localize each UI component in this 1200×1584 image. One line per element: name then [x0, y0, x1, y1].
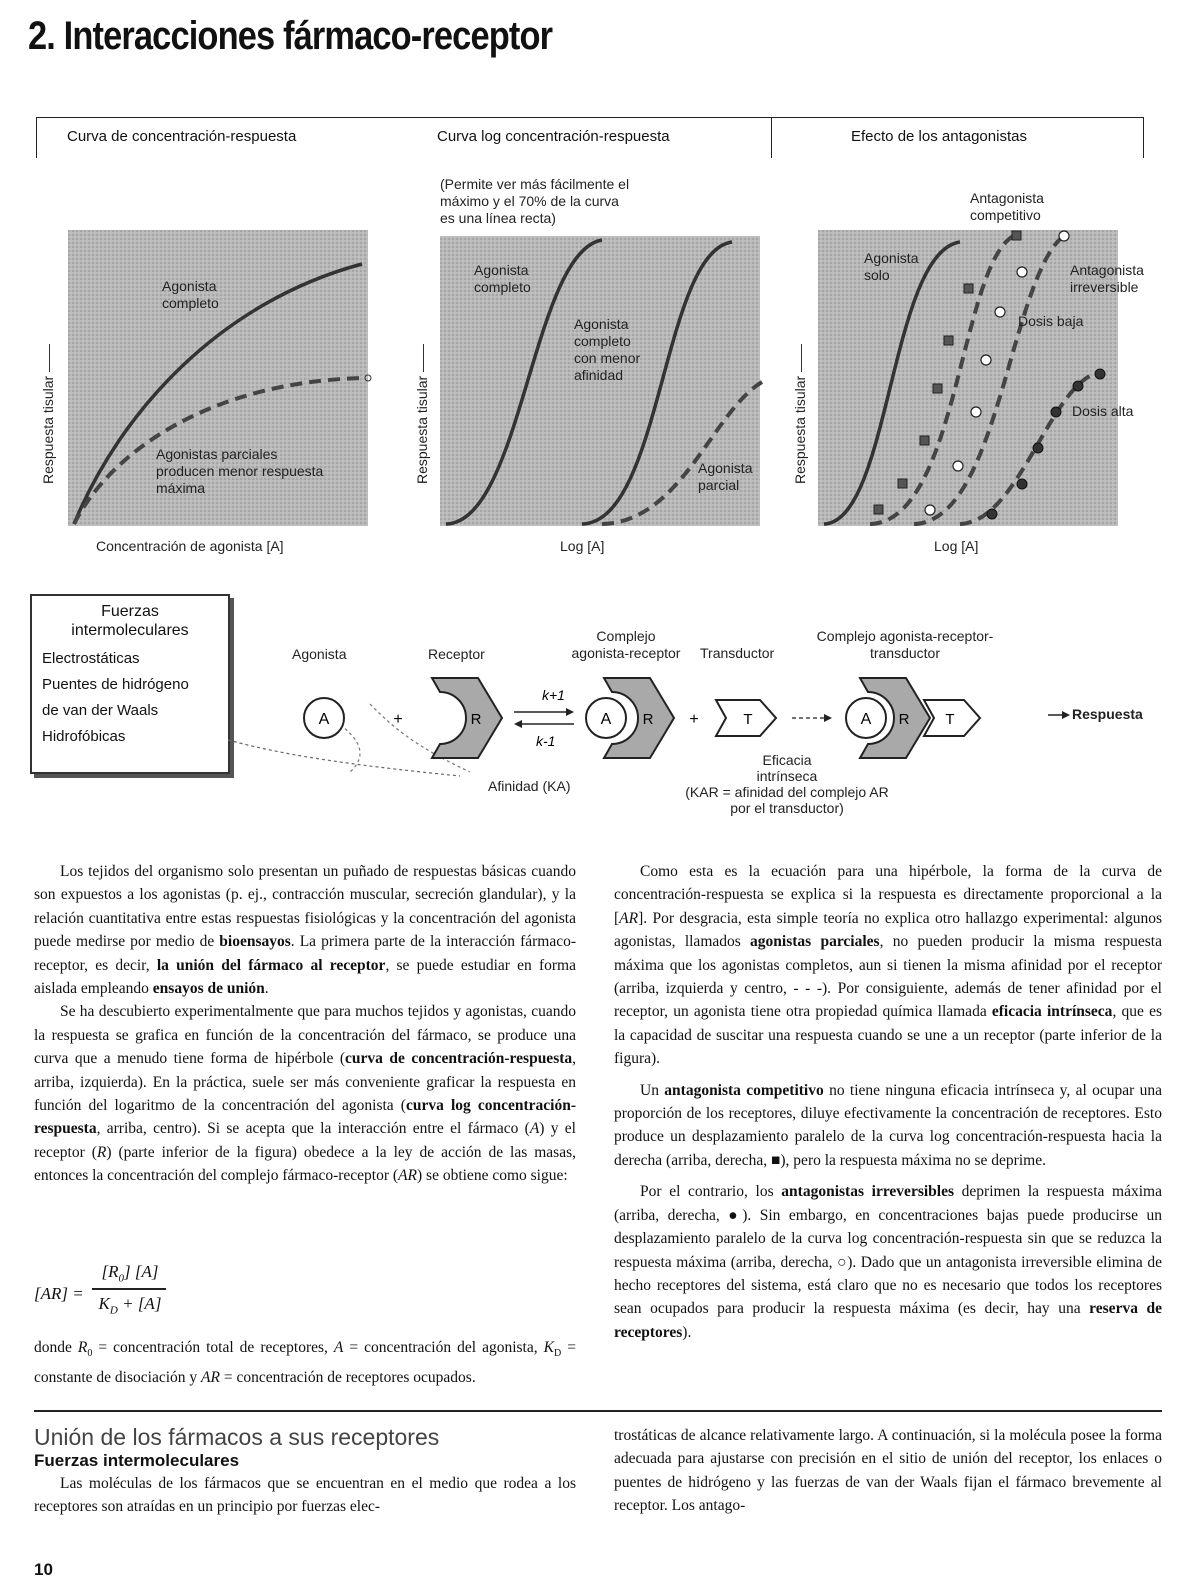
- transducer-symbol: T: [743, 711, 753, 728]
- page-title: 2. Interacciones fármaco-receptor: [28, 14, 553, 58]
- col-divider: [771, 118, 772, 158]
- force-item: de van der Waals: [42, 702, 159, 719]
- response-label: Respuesta: [1072, 706, 1143, 722]
- force-item: Hidrofóbicas: [42, 728, 126, 745]
- affinity-label: Afinidad (KA): [488, 778, 571, 794]
- transducer-label: Transductor: [700, 645, 775, 661]
- chart3-label-competitive: Antagonista competitivo: [970, 190, 1044, 223]
- equation-denominator: $K_D + [A]$: [98, 1294, 162, 1317]
- forward-arrow-head: [566, 708, 574, 716]
- chart3-label-solo: Agonista solo: [864, 250, 919, 283]
- k-minus-label: k-1: [536, 733, 556, 749]
- section-text-left: [34, 1472, 576, 1519]
- fraction-bar: [92, 1288, 166, 1290]
- section-text-right: [614, 1424, 1162, 1518]
- section-rule: [34, 1410, 1162, 1412]
- chart2-label-full: Agonista completo: [474, 262, 531, 295]
- paragraph: Se ha descubierto experimentalmente que para muchos tejidos y agonistas, cuando la respuesta se grafica en función de la concentración del fármaco, se produce una curva que a menudo tiene forma de hipérbole (curva de concentración-respuesta, arriba, izquierda). En la práctica, suele ser más conveniente graficar la respuesta en función del logaritmo de la concentración del agonista (curva log concentración-respuesta, arriba, centro). Si se acepta que la interacción entre el fármaco (A) y el receptor (R) (parte inferior de la figura) obedece a la ley de acción de las masas, entonces la concentración del complejo fármaco-receptor (AR) se obtiene como sigue:: [34, 1003, 577, 1185]
- chart2-label-lowaff: Agonista completo con menor afinidad: [574, 316, 641, 383]
- page-number: 10: [34, 1560, 53, 1579]
- paragraph: donde $R_0$ = concentración total de receptores, A = concentración del agonista, $K_D$ = constante de disociación y AR = concentración de receptores ocupados.: [34, 1339, 576, 1386]
- body-text-right: [614, 860, 1162, 1344]
- force-item: Puentes de hidrógeno: [42, 676, 189, 693]
- chart1-ylabel: Respuesta tisular ——: [40, 343, 56, 484]
- force-item: Electrostáticas: [42, 650, 140, 667]
- forces-title: Fuerzas intermoleculares: [71, 603, 189, 639]
- chart2-ylabel: Respuesta tisular ——: [414, 343, 430, 484]
- complex-label: Complejo agonista-receptor: [571, 628, 681, 661]
- reverse-arrow-head: [514, 720, 522, 728]
- col-header-1: Curva de concentración-respuesta: [67, 128, 297, 145]
- equation-numerator: $[R_0]$ [A]: [101, 1262, 159, 1285]
- chart3-label-high-dose: Dosis alta: [1072, 403, 1134, 419]
- section-heading: Unión de los fármacos a sus receptores: [34, 1424, 440, 1450]
- efficacy-label: Eficacia intrínseca (KAR = afinidad del complejo AR por el transductor): [685, 752, 889, 816]
- equation-definitions: [34, 1336, 576, 1389]
- chart3-xlabel: Log [A]: [934, 538, 979, 554]
- col-header-2: Curva log concentración-respuesta: [437, 128, 670, 145]
- body-text-left: [34, 860, 576, 1188]
- chart2-xlabel: Log [A]: [560, 538, 605, 554]
- complex-agonist-symbol: A: [600, 711, 612, 728]
- dashed-arrow-head: [824, 714, 832, 722]
- ternary-transducer-symbol: T: [945, 711, 955, 728]
- receptor-shape: [432, 678, 502, 758]
- agonist-symbol: A: [318, 711, 330, 728]
- paragraph: Las moléculas de los fármacos que se encuentran en el medio que rodea a los receptores son atraídas en un principio por fuerzas elec-: [34, 1475, 576, 1516]
- chart3-label-low-dose: Dosis baja: [1018, 313, 1084, 329]
- chart3-ylabel: Respuesta tisular ——: [792, 343, 808, 484]
- force-link-line: [228, 740, 460, 776]
- figure-header: [36, 117, 1144, 158]
- chart2-note: (Permite ver más fácilmente el máximo y el 70% de la curva es una línea recta): [440, 176, 630, 226]
- intermolecular-forces-box: [30, 594, 230, 774]
- col-header-3: Efecto de los antagonistas: [851, 128, 1027, 145]
- ternary-agonist-symbol: A: [860, 711, 872, 728]
- paragraph: Los tejidos del organismo solo presentan un puñado de respuestas básicas cuando son expuestos a los agonistas (p. ej., contracción muscular, secreción glandular), y la relación cuantitativa entre estas respuestas fisiológicas y la concentración del agonista puede medirse por medio de bioensayos. La primera parte de la interacción fármaco-receptor, es decir, la unión del fármaco al receptor, se puede estudiar en forma aislada empleando ensayos de unión.: [34, 863, 576, 998]
- receptor-symbol: R: [470, 711, 482, 728]
- chart-concentration-response: [40, 222, 380, 562]
- plus-sign: +: [689, 711, 699, 728]
- section-subheading: Fuerzas intermoleculares: [34, 1451, 240, 1470]
- paragraph: Como esta es la ecuación para una hipérbole, la forma de la curva de concentración-respuesta se explica si la respuesta es directamente proporcional a la [AR]. Por desgracia, esta simple teoría no explica otro hallazgo experimental: algunos agonistas, llamados agonistas parciales, no pueden producir la misma respuesta máxima que los agonistas completos, aun si tienen la misma afinidad por el receptor (arriba, izquierda y centro, - - -). Por consiguiente, además de tener afinidad por el receptor, un agonista tiene otra propiedad química llamada eficacia intrínseca, que es la capacidad de suscitar una respuesta cuando se une a un receptor (parte inferior de la figura).: [614, 863, 1162, 1068]
- chart2-label-partial: Agonista parcial: [698, 460, 753, 493]
- agonist-label: Agonista: [292, 646, 347, 662]
- chart1-label-full: Agonista completo: [162, 278, 219, 311]
- paragraph: Por el contrario, los antagonistas irreversibles deprimen la respuesta máxima (arriba, derecha, ●). Sin embargo, en concentraciones bajas puede producirse un desplazamiento paralelo de la curva log concentración-respuesta sin que se reduzca la respuesta máxima (arriba, derecha, ○). Dado que un antagonista irreversible elimina de hecho receptores del sistema, está claro que no es necesario que todos los receptores sean ocupados para producir la respuesta máxima (es decir, hay una reserva de receptores).: [614, 1183, 1162, 1341]
- chart1-label-partial: Agonistas parciales producen menor respuesta máxima: [156, 446, 324, 496]
- paragraph: trostáticas de alcance relativamente largo. A continuación, si la molécula posee la forma adecuada para ajustarse con precisión en el sitio de unión del receptor, los enlaces o puentes de hidrógeno y las fuerzas de van der Waals fijan el fármaco brevemente al receptor. Los antago-: [614, 1427, 1162, 1515]
- chart1-xlabel: Concentración de agonista [A]: [96, 538, 284, 554]
- plus-sign: +: [393, 711, 403, 728]
- ternary-receptor-symbol: R: [898, 711, 910, 728]
- chart3-label-irreversible: Antagonista irreversible: [1070, 262, 1144, 295]
- chart-log-concentration-response: [412, 222, 772, 562]
- ternary-complex-label: Complejo agonista-receptor- transductor: [816, 628, 994, 661]
- k-plus-label: k+1: [542, 687, 565, 703]
- paragraph: Un antagonista competitivo no tiene ninguna eficacia intrínseca y, al ocupar una proporción de los receptores, diluye efectivamente la concentración de receptores. Esto produce un desplazamiento paralelo de la curva log concentración-respuesta hacia la derecha (arriba, derecha, ■), pero la respuesta máxima no se deprime.: [614, 1081, 1163, 1169]
- receptor-label: Receptor: [428, 646, 485, 662]
- equation-lhs: [AR] =: [34, 1284, 84, 1303]
- response-arrow-head: [1062, 711, 1070, 719]
- complex-receptor-symbol: R: [642, 711, 654, 728]
